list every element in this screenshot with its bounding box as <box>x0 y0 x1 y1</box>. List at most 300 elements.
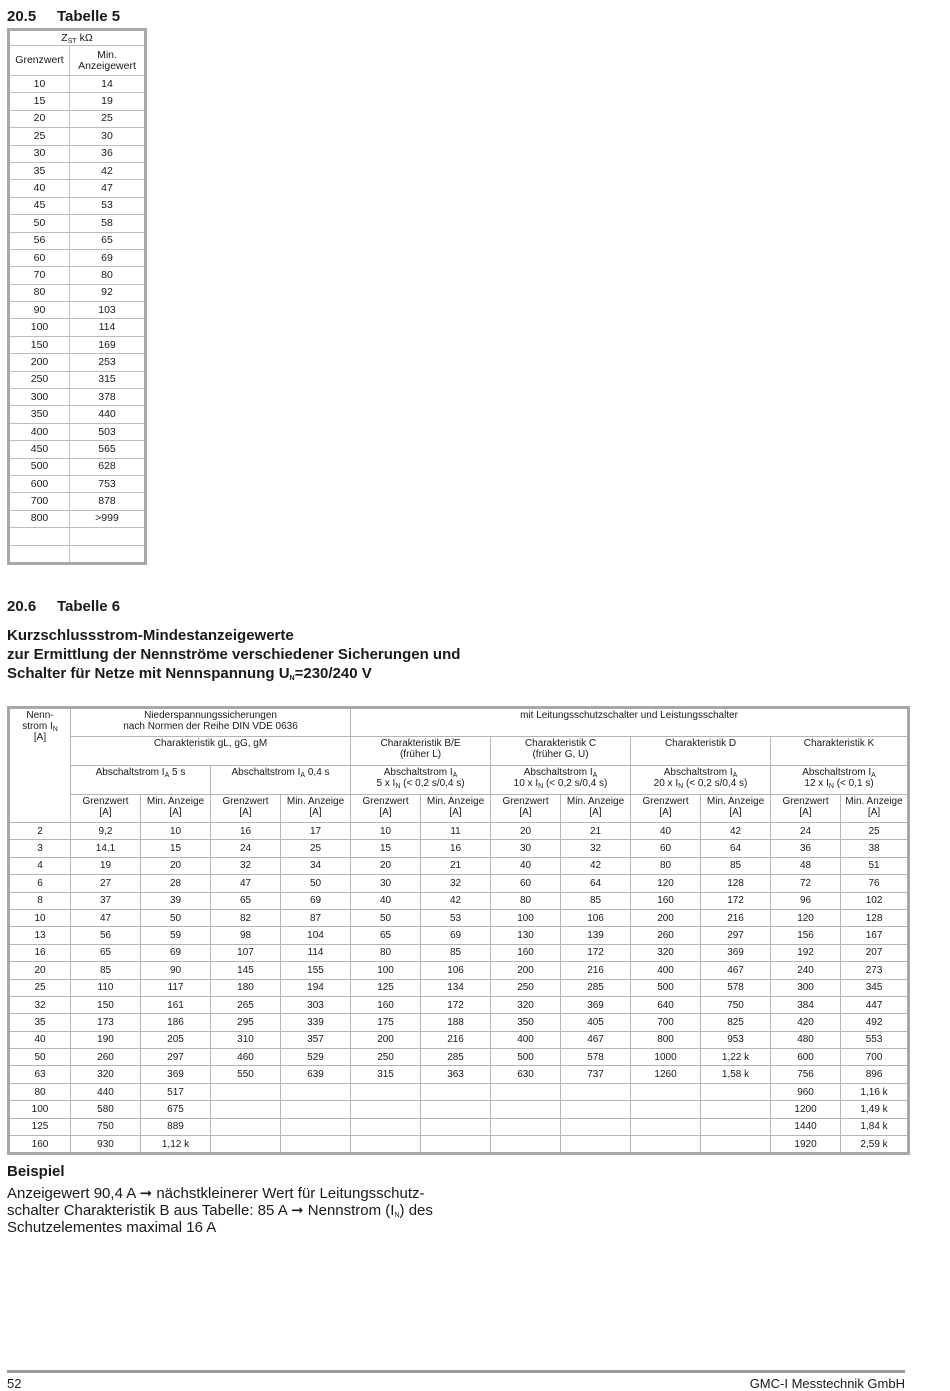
section-title: Tabelle 6 <box>57 598 121 615</box>
table6-cell: 24 <box>771 823 841 840</box>
table-row <box>9 1031 909 1048</box>
table6-cell: 48 <box>771 857 841 874</box>
table6-cell <box>561 1136 631 1154</box>
table5-cell-min-anzeigewert <box>70 545 146 563</box>
table5-cell-min-anzeigewert: 53 <box>70 197 146 214</box>
table6-col-grenzwert: Grenzwert [A] <box>211 795 281 823</box>
table6-cell: 11 <box>421 823 491 840</box>
table6-cell: 64 <box>701 840 771 857</box>
page-number: 52 <box>7 1376 22 1391</box>
table6-cell <box>281 1101 351 1118</box>
table6-cell: 60 <box>631 840 701 857</box>
table5-cell-grenzwert: 350 <box>9 406 70 423</box>
table5-cell-min-anzeigewert: 47 <box>70 180 146 197</box>
table5-cell-min-anzeigewert: 19 <box>70 93 146 110</box>
table6-cell: 1260 <box>631 1066 701 1083</box>
table6-cell: 889 <box>141 1118 211 1135</box>
table6-char-k: Charakteristik K <box>771 737 909 766</box>
table-row <box>9 76 146 93</box>
table6-cell: 825 <box>701 1014 771 1031</box>
section-heading-20-5 <box>7 8 120 25</box>
table5-cell-min-anzeigewert: 42 <box>70 162 146 179</box>
table6-cell: 180 <box>211 979 281 996</box>
table6-cell: 42 <box>421 892 491 909</box>
table6-cell: 117 <box>141 979 211 996</box>
table5-cell-grenzwert: 50 <box>9 215 70 232</box>
table6-cell: 420 <box>771 1014 841 1031</box>
table6-cell <box>421 1101 491 1118</box>
table6-cell: 110 <box>71 979 141 996</box>
table6-cell: 85 <box>71 962 141 979</box>
table6-cell: 930 <box>71 1136 141 1154</box>
table6-cell: 1,49 k <box>841 1101 909 1118</box>
table5-cell-grenzwert: 150 <box>9 336 70 353</box>
table5-cell-grenzwert: 45 <box>9 197 70 214</box>
table6-cell: 102 <box>841 892 909 909</box>
table5-cell-min-anzeigewert <box>70 528 146 545</box>
table6-cell: 10 <box>351 823 421 840</box>
table6-cell: 10 <box>141 823 211 840</box>
table6-cell: 16 <box>211 823 281 840</box>
table6-cell <box>421 1083 491 1100</box>
table6-cell: 30 <box>491 840 561 857</box>
table6-cell-nennstrom: 100 <box>9 1101 71 1118</box>
table6-cell: 107 <box>211 944 281 961</box>
table6-cell: 1440 <box>771 1118 841 1135</box>
table6-cell: 460 <box>211 1049 281 1066</box>
table-row <box>9 857 909 874</box>
table6-cell: 369 <box>141 1066 211 1083</box>
table6-cell: 128 <box>701 875 771 892</box>
table6-cell: 53 <box>421 909 491 926</box>
table-row <box>9 996 909 1013</box>
table5-cell-grenzwert <box>9 528 70 545</box>
table6-cell-nennstrom: 32 <box>9 996 71 1013</box>
table6-cell: 756 <box>771 1066 841 1083</box>
table6-cell: 30 <box>351 875 421 892</box>
table6-cell: 155 <box>281 962 351 979</box>
table6-cell: 750 <box>71 1118 141 1135</box>
table6-cell: 260 <box>631 927 701 944</box>
table-row <box>9 232 146 249</box>
table6-cell: 80 <box>631 857 701 874</box>
table6-cell: 82 <box>211 909 281 926</box>
table6-subheader-row <box>9 795 909 823</box>
table-row <box>9 927 909 944</box>
table6-cell: 172 <box>701 892 771 909</box>
table6-cell: 173 <box>71 1014 141 1031</box>
table5-cell-grenzwert: 700 <box>9 493 70 510</box>
table6-cell-nennstrom: 2 <box>9 823 71 840</box>
table6-cell: 297 <box>701 927 771 944</box>
table-row <box>9 389 146 406</box>
table6-cell: 1,58 k <box>701 1066 771 1083</box>
table6-cell: 20 <box>491 823 561 840</box>
table6-cell: 160 <box>491 944 561 961</box>
table6-cell: 339 <box>281 1014 351 1031</box>
table-row <box>9 840 909 857</box>
table6-cell: 20 <box>351 857 421 874</box>
table6-cell: 15 <box>351 840 421 857</box>
table6-cell: 100 <box>491 909 561 926</box>
table6-cell: 160 <box>351 996 421 1013</box>
table-row <box>9 93 146 110</box>
table-row <box>9 1101 909 1118</box>
table6-cell: 85 <box>701 857 771 874</box>
table6-cell: 120 <box>631 875 701 892</box>
table6-cell: 47 <box>211 875 281 892</box>
table6-cell: 38 <box>841 840 909 857</box>
table6-cell: 80 <box>351 944 421 961</box>
table6-cell-nennstrom: 80 <box>9 1083 71 1100</box>
table5-cell-min-anzeigewert: 36 <box>70 145 146 162</box>
table-row <box>9 145 146 162</box>
table-row <box>9 371 146 388</box>
table6-cell: 56 <box>71 927 141 944</box>
table6-cell: 315 <box>351 1066 421 1083</box>
table-row <box>9 441 146 458</box>
table6-cell: 357 <box>281 1031 351 1048</box>
table6-cell: 50 <box>281 875 351 892</box>
table6-cell <box>631 1101 701 1118</box>
table6-cell: 50 <box>351 909 421 926</box>
table6-cell: 320 <box>631 944 701 961</box>
table6-cell: 25 <box>281 840 351 857</box>
table6-cell: 675 <box>141 1101 211 1118</box>
table6-cell: 25 <box>841 823 909 840</box>
table6-char-c: Charakteristik C (früher G, U) <box>491 737 631 766</box>
table6-cell: 350 <box>491 1014 561 1031</box>
table6-col-min-anzeige: Min. Anzeige [A] <box>841 795 909 823</box>
table6-cell: 553 <box>841 1031 909 1048</box>
table5-cell-min-anzeigewert: 315 <box>70 371 146 388</box>
table6-cell: 400 <box>631 962 701 979</box>
table5-header-zst: $Z_{ST}$ kΩ <box>9 30 146 46</box>
table6-cell: 167 <box>841 927 909 944</box>
table6-subtitle: Kurzschlussstrom-Mindestanzeigewerte zur Ermittlung der Nennströme verschiedener Sicherungen und Schalter für Netze mit Nennspannung $U_N=230/240$ V <box>7 627 461 682</box>
table-row <box>9 528 146 545</box>
table5-col-grenzwert: Grenzwert <box>9 46 70 76</box>
table6-cell: 27 <box>71 875 141 892</box>
table-row <box>9 510 146 527</box>
table6-cell: 578 <box>701 979 771 996</box>
table6-body <box>9 823 909 1154</box>
table-row <box>9 979 909 996</box>
table6-cell: 363 <box>421 1066 491 1083</box>
table5-cell-grenzwert: 10 <box>9 76 70 93</box>
table6-cell: 1,84 k <box>841 1118 909 1135</box>
table6-cell <box>701 1101 771 1118</box>
table5-cell-grenzwert: 60 <box>9 249 70 266</box>
table-row <box>9 319 146 336</box>
table6-cell: 16 <box>421 840 491 857</box>
table6-cell: 580 <box>71 1101 141 1118</box>
table6-cell: 240 <box>771 962 841 979</box>
table5-cell-min-anzeigewert: 440 <box>70 406 146 423</box>
table6-cell: 32 <box>561 840 631 857</box>
table5-cell-min-anzeigewert: 30 <box>70 128 146 145</box>
table6-cell: 953 <box>701 1031 771 1048</box>
table-row <box>9 423 146 440</box>
table5-cell-min-anzeigewert: 103 <box>70 302 146 319</box>
table6-cell <box>561 1118 631 1135</box>
table-row <box>9 1014 909 1031</box>
table5-body <box>9 76 146 564</box>
table-row <box>9 493 146 510</box>
table5-cell-min-anzeigewert: 80 <box>70 267 146 284</box>
table6-cell: 295 <box>211 1014 281 1031</box>
table-row <box>9 354 146 371</box>
table5-cell-grenzwert: 800 <box>9 510 70 527</box>
table5-col-min-anzeigewert: Min. Anzeigewert <box>70 46 146 76</box>
table6-cell: 69 <box>281 892 351 909</box>
table6-cell: 194 <box>281 979 351 996</box>
table6-cell: 125 <box>351 979 421 996</box>
table5-cell-grenzwert: 56 <box>9 232 70 249</box>
table6-cell: 400 <box>491 1031 561 1048</box>
table6-cell: 216 <box>421 1031 491 1048</box>
table5-cell-min-anzeigewert: 565 <box>70 441 146 458</box>
table6-cell: 20 <box>141 857 211 874</box>
table6-cell: 172 <box>421 996 491 1013</box>
footer-company: GMC-I Messtechnik GmbH <box>749 1376 905 1391</box>
table6-cell: 139 <box>561 927 631 944</box>
table-6 <box>7 706 910 1155</box>
table5-cell-min-anzeigewert: 114 <box>70 319 146 336</box>
table6-cell <box>491 1083 561 1100</box>
table6-cell: 42 <box>701 823 771 840</box>
table-row <box>9 545 146 563</box>
table6-cell: 130 <box>491 927 561 944</box>
table6-cell <box>631 1136 701 1154</box>
table6-cell: 285 <box>561 979 631 996</box>
table6-cell: 19 <box>71 857 141 874</box>
table6-cell: 640 <box>631 996 701 1013</box>
section-number: 20.6 <box>7 598 37 615</box>
table6-char-g: Charakteristik gL, gG, gM <box>71 737 351 766</box>
table6-cell: 737 <box>561 1066 631 1083</box>
table6-cell: 40 <box>631 823 701 840</box>
table6-cell <box>211 1136 281 1154</box>
table-row <box>9 1118 909 1135</box>
table6-cell <box>281 1136 351 1154</box>
table-row <box>9 249 146 266</box>
table6-cell: 96 <box>771 892 841 909</box>
table6-cell: 630 <box>491 1066 561 1083</box>
table6-cell: 34 <box>281 857 351 874</box>
table6-cell-nennstrom: 125 <box>9 1118 71 1135</box>
table6-cell: 175 <box>351 1014 421 1031</box>
table6-cell <box>211 1101 281 1118</box>
table-row <box>9 909 909 926</box>
table6-cell-nennstrom: 35 <box>9 1014 71 1031</box>
table6-cell <box>491 1136 561 1154</box>
table6-cell-nennstrom: 63 <box>9 1066 71 1083</box>
table5-cell-min-anzeigewert: 92 <box>70 284 146 301</box>
table6-cell: 517 <box>141 1083 211 1100</box>
table6-cell-nennstrom: 10 <box>9 909 71 926</box>
table6-cell: 69 <box>141 944 211 961</box>
table-row <box>9 1136 909 1154</box>
table6-cell: 1920 <box>771 1136 841 1154</box>
table-row <box>9 302 146 319</box>
table6-cell <box>701 1118 771 1135</box>
table6-cell: 42 <box>561 857 631 874</box>
table6-cell-nennstrom: 16 <box>9 944 71 961</box>
section-heading-20-6 <box>7 598 120 615</box>
table5-cell-grenzwert: 450 <box>9 441 70 458</box>
table6-col-grenzwert: Grenzwert [A] <box>771 795 841 823</box>
table6-cell: 186 <box>141 1014 211 1031</box>
table6-cell: 80 <box>491 892 561 909</box>
table-row <box>9 284 146 301</box>
table5-cell-grenzwert: 400 <box>9 423 70 440</box>
table6-cell: 47 <box>71 909 141 926</box>
table6-cell: 447 <box>841 996 909 1013</box>
table6-cell: 1,22 k <box>701 1049 771 1066</box>
table6-cell: 190 <box>71 1031 141 1048</box>
table5-cell-grenzwert: 40 <box>9 180 70 197</box>
table6-header-leitungsschutz: mit Leitungsschutzschalter und Leistungsschalter <box>351 708 909 737</box>
table5-cell-grenzwert: 20 <box>9 110 70 127</box>
table6-cell: 303 <box>281 996 351 1013</box>
table-row <box>9 892 909 909</box>
table-5 <box>7 28 147 565</box>
table5-cell-min-anzeigewert: 65 <box>70 232 146 249</box>
table6-cell <box>631 1118 701 1135</box>
table6-cell: 1200 <box>771 1101 841 1118</box>
table6-cell-nennstrom: 8 <box>9 892 71 909</box>
table6-char-b: Charakteristik B/E (früher L) <box>351 737 491 766</box>
table6-cell: 76 <box>841 875 909 892</box>
table6-cell: 320 <box>491 996 561 1013</box>
table5-cell-grenzwert: 90 <box>9 302 70 319</box>
table6-cell: 32 <box>211 857 281 874</box>
table6-cell: 1,16 k <box>841 1083 909 1100</box>
table5-cell-min-anzeigewert: 14 <box>70 76 146 93</box>
table-row <box>9 1083 909 1100</box>
table5-cell-grenzwert: 500 <box>9 458 70 475</box>
table6-cell: 200 <box>631 909 701 926</box>
table6-cell: 700 <box>631 1014 701 1031</box>
table6-cell: 72 <box>771 875 841 892</box>
table5-cell-min-anzeigewert: 25 <box>70 110 146 127</box>
table6-cell: 960 <box>771 1083 841 1100</box>
table6-col-min-anzeige: Min. Anzeige [A] <box>141 795 211 823</box>
section-title: Tabelle 5 <box>57 8 121 25</box>
table6-cell: 700 <box>841 1049 909 1066</box>
table-row <box>9 875 909 892</box>
table5-cell-grenzwert: 300 <box>9 389 70 406</box>
table6-cell: 750 <box>701 996 771 1013</box>
table6-cell: 310 <box>211 1031 281 1048</box>
table5-cell-grenzwert: 15 <box>9 93 70 110</box>
table6-cell: 800 <box>631 1031 701 1048</box>
table6-cell-nennstrom: 6 <box>9 875 71 892</box>
table6-cell: 578 <box>561 1049 631 1066</box>
table6-cell: 1000 <box>631 1049 701 1066</box>
table-row <box>9 962 909 979</box>
table5-cell-min-anzeigewert: 69 <box>70 249 146 266</box>
table6-cell: 69 <box>421 927 491 944</box>
table6-abschalt-g2: Abschaltstrom $I_A$ 0,4 s <box>211 766 351 795</box>
table6-cell <box>561 1083 631 1100</box>
table6-cell: 15 <box>141 840 211 857</box>
table6-cell: 480 <box>771 1031 841 1048</box>
table6-cell <box>351 1136 421 1154</box>
table-row <box>9 180 146 197</box>
table6-cell: 65 <box>211 892 281 909</box>
table6-header-niederspannung: Niederspannungssicherungen nach Normen der Reihe DIN VDE 0636 <box>71 708 351 737</box>
table6-cell: 250 <box>491 979 561 996</box>
table6-cell: 100 <box>351 962 421 979</box>
table6-cell: 59 <box>141 927 211 944</box>
table6-cell: 145 <box>211 962 281 979</box>
table6-col-grenzwert: Grenzwert [A] <box>71 795 141 823</box>
table6-cell: 161 <box>141 996 211 1013</box>
table-row <box>9 1049 909 1066</box>
table6-cell: 134 <box>421 979 491 996</box>
table6-abschalt-k: Abschaltstrom $I_A$ 12 x $I_N$ (< 0,1 s) <box>771 766 909 795</box>
table6-cell: 60 <box>491 875 561 892</box>
table6-cell: 320 <box>71 1066 141 1083</box>
table6-cell: 205 <box>141 1031 211 1048</box>
table6-cell: 106 <box>561 909 631 926</box>
table5-cell-min-anzeigewert: 58 <box>70 215 146 232</box>
table6-cell: 39 <box>141 892 211 909</box>
table5-cell-min-anzeigewert: 628 <box>70 458 146 475</box>
table6-cell: 87 <box>281 909 351 926</box>
table6-cell <box>281 1083 351 1100</box>
table-row <box>9 110 146 127</box>
table6-cell: 90 <box>141 962 211 979</box>
table6-cell: 51 <box>841 857 909 874</box>
table6-cell: 265 <box>211 996 281 1013</box>
table6-cell: 40 <box>351 892 421 909</box>
table6-cell: 345 <box>841 979 909 996</box>
table-row <box>9 1066 909 1083</box>
table6-cell: 106 <box>421 962 491 979</box>
table6-cell: 285 <box>421 1049 491 1066</box>
table6-cell: 369 <box>701 944 771 961</box>
table6-cell-nennstrom: 25 <box>9 979 71 996</box>
table6-cell: 500 <box>631 979 701 996</box>
table6-cell: 128 <box>841 909 909 926</box>
table6-abschalt-c: Abschaltstrom $I_A$ 10 x $I_N$ (< 0,2 s/0,4 s) <box>491 766 631 795</box>
table6-cell: 529 <box>281 1049 351 1066</box>
table6-cell: 216 <box>561 962 631 979</box>
example-title: Beispiel <box>7 1163 65 1180</box>
table6-cell: 273 <box>841 962 909 979</box>
table-row <box>9 475 146 492</box>
table6-cell-nennstrom: 4 <box>9 857 71 874</box>
table6-cell-nennstrom: 160 <box>9 1136 71 1154</box>
footer-divider <box>7 1370 905 1373</box>
table6-cell: 120 <box>771 909 841 926</box>
table-row <box>9 162 146 179</box>
table6-abschalt-d: Abschaltstrom $I_A$ 20 x $I_N$ (< 0,2 s/0,4 s) <box>631 766 771 795</box>
table6-cell: 172 <box>561 944 631 961</box>
table5-cell-min-anzeigewert: >999 <box>70 510 146 527</box>
example-text: Anzeigewert 90,4 A ➞ nächstkleinerer Wert für Leitungsschutz- schalter Charakteristik B aus Tabelle: 85 A ➞ Nennstrom $(I_N)$ des Schutzelementes maximal 16 A <box>7 1185 433 1236</box>
table6-cell-nennstrom: 50 <box>9 1049 71 1066</box>
table6-cell <box>351 1083 421 1100</box>
table6-cell: 156 <box>771 927 841 944</box>
table5-cell-grenzwert: 200 <box>9 354 70 371</box>
table5-cell-grenzwert: 35 <box>9 162 70 179</box>
table-row <box>9 128 146 145</box>
table6-cell <box>421 1136 491 1154</box>
